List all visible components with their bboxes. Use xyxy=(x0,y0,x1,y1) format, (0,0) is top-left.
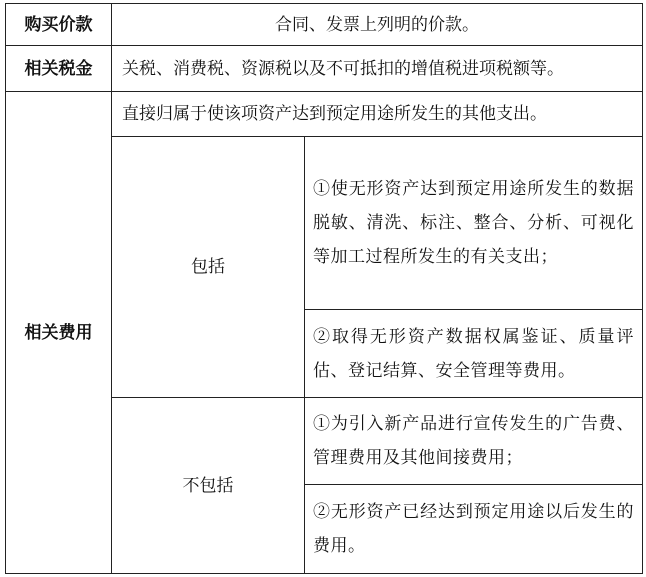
intangible-asset-cost-table xyxy=(5,3,643,574)
row-label-purchase-price: 购买价款 xyxy=(6,4,112,46)
includes-label: 包括 xyxy=(112,137,305,398)
table-row xyxy=(6,4,643,46)
table-row xyxy=(6,46,643,92)
row-label-related-costs: 相关费用 xyxy=(6,92,112,574)
related-costs-summary: 直接归属于使该项资产达到预定用途所发生的其他支出。 xyxy=(112,92,643,137)
excludes-item-2: ②无形资产已经达到预定用途以后发生的费用。 xyxy=(305,485,643,574)
purchase-price-content: 合同、发票上列明的价款。 xyxy=(112,4,643,46)
table-row xyxy=(6,92,643,137)
includes-item-2: ②取得无形资产数据权属鉴证、质量评估、登记结算、安全管理等费用。 xyxy=(305,310,643,398)
excludes-item-1: ①为引入新产品进行宣传发生的广告费、管理费用及其他间接费用； xyxy=(305,398,643,485)
related-taxes-content: 关税、消费税、资源税以及不可抵扣的增值税进项税额等。 xyxy=(112,46,643,92)
includes-item-1: ①使无形资产达到预定用途所发生的数据脱敏、清洗、标注、整合、分析、可视化等加工过程所发生的有关支出； xyxy=(305,137,643,310)
row-label-related-taxes: 相关税金 xyxy=(6,46,112,92)
excludes-label: 不包括 xyxy=(112,398,305,574)
